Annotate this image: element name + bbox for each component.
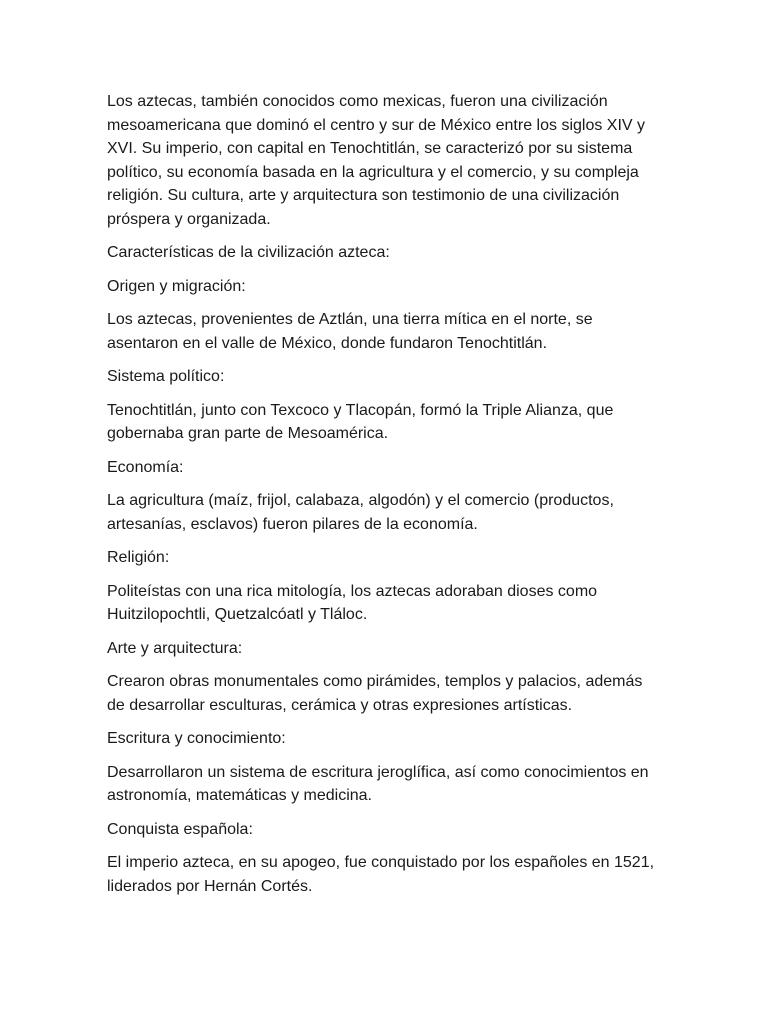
paragraph-origen: Los aztecas, provenientes de Aztlán, una tierra mítica en el norte, se asentaron en el valle de México, donde fundaron Tenochtitlán.: [107, 311, 593, 352]
paragraph-escritura: Desarrollaron un sistema de escritura jeroglífica, así como conocimientos en astronomía, matemáticas y medicina.: [107, 763, 649, 804]
section-heading: Características de la civilización azteca:: [107, 244, 390, 261]
paragraph-religion: Politeístas con una rica mitología, los aztecas adoraban dioses como Huitzilopochtli, Quetzalcóatl y Tláloc.: [107, 582, 598, 623]
subheading-origen: Origen y migración:: [107, 277, 246, 295]
subheading-arte: Arte y arquitectura:: [107, 639, 243, 657]
subheading-sistema-politico: Sistema político:: [107, 368, 225, 385]
subheading-escritura: Escritura y conocimiento:: [107, 730, 286, 747]
paragraph-arte: Crearon obras monumentales como pirámides, templos y palacios, además de desarrollar esculturas, cerámica y otras expresiones artísticas.: [107, 673, 643, 714]
subheading-religion: Religión:: [107, 549, 170, 566]
subheading-economia: Economía:: [107, 458, 184, 476]
intro-paragraph: Los aztecas, también conocidos como mexicas, fueron una civilización mesoamericana que dominó el centro y sur de México entre los siglos XIV y XVI. Su imperio, con capital en Tenochtitlán, se caracterizó por su sistema político, su economía basada en la agricultura y el comercio, y su compleja religión. Su cultura, arte y arquitectura son testimonio de una civilización próspera y organizada.: [107, 93, 646, 228]
paragraph-conquista: El imperio azteca, en su apogeo, fue conquistado por los españoles en 1521, liderados por Hernán Cortés.: [107, 854, 655, 895]
paragraph-sistema-politico: Tenochtitlán, junto con Texcoco y Tlacopán, formó la Triple Alianza, que gobernaba gran parte de Mesoamérica.: [107, 401, 614, 442]
paragraph-economia: La agricultura (maíz, frijol, calabaza, algodón) y el comercio (productos, artesanías, esclavos) fueron pilares de la economía.: [107, 492, 614, 533]
document-body: [107, 90, 667, 908]
subheading-conquista: Conquista española:: [107, 820, 253, 838]
